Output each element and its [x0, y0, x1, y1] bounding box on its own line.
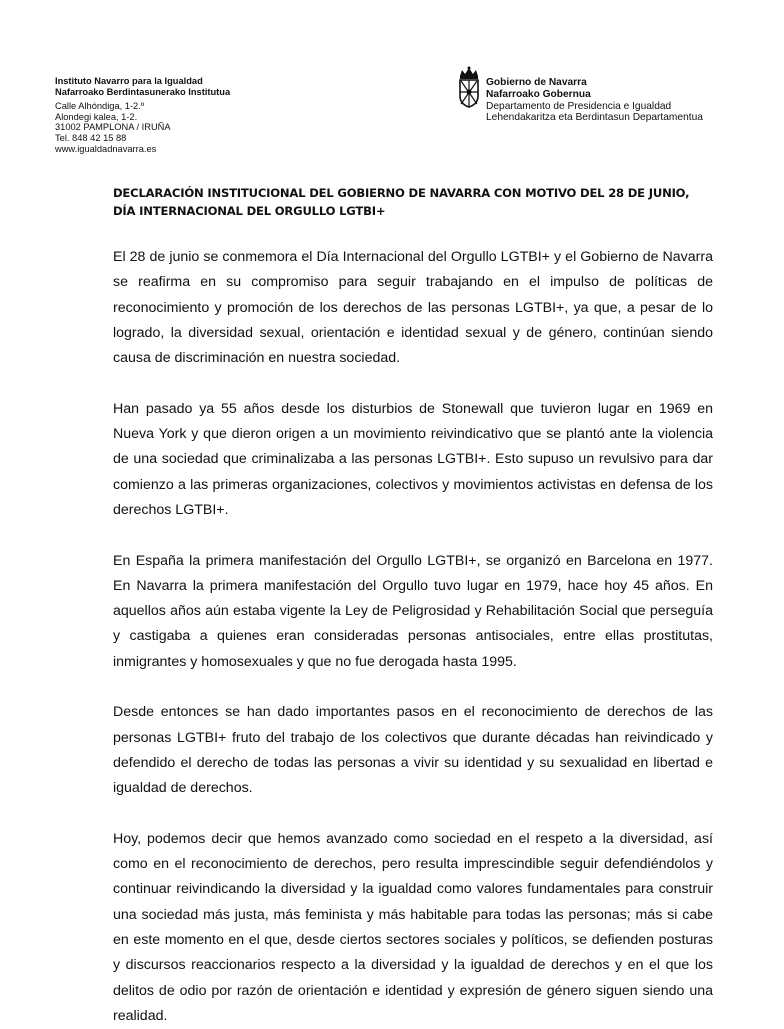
phone: Tel. 848 42 15 88 — [55, 132, 127, 143]
title-line-1: DECLARACIÓN INSTITUCIONAL DEL GOBIERNO DE NAVARRA CON MOTIVO DEL 28 DE JUNIO, — [113, 186, 690, 200]
navarra-coat-of-arms-icon — [456, 66, 482, 108]
address-eu: Alondegi kalea, 1-2. — [55, 111, 138, 122]
document-body — [113, 245, 713, 1029]
address-es: Calle Alhóndiga, 1-2.º — [55, 101, 145, 112]
institute-name-eu: Nafarroako Berdintasunerako Institutua — [55, 86, 231, 97]
paragraph-5: Hoy, podemos decir que hemos avanzado como sociedad en el respeto a la diversidad, así como en el reconocimiento de derechos, pero resulta imprescindible seguir defendiéndolos y continuar reivindicando la diversidad y la igualdad como valores fundamentales para construir una sociedad más justa, más feminista y más habitable para todas las personas; más si cabe en este momento en el que, desde ciertos sectores sociales y políticos, se defienden posturas y discursos reaccionarios respecto a la diversidad y la igualdad de derechos y en el que los delitos de odio por razón de orientación e identidad y expresión de género siguen siendo una realidad. — [113, 830, 713, 1024]
institute-info-block — [55, 76, 230, 154]
gov-name-eu: Nafarroako Gobernua — [486, 88, 591, 100]
paragraph-1: El 28 de junio se conmemora el Día Internacional del Orgullo LGTBI+ y el Gobierno de Navarra se reafirma en su compromiso para seguir trabajando en el impulso de políticas de reconocimiento y promoción de los derechos de las personas LGTBI+, ya que, a pesar de lo logrado, la diversidad sexual, orientación e identidad sexual y de género, continúan siendo causa de discriminación en nuestra sociedad. — [113, 249, 713, 367]
department-eu: Lehendakaritza eta Berdintasun Departamentua — [486, 112, 703, 124]
paragraph-2: Han pasado ya 55 años desde los disturbios de Stonewall que tuvieron lugar en 1969 en Nueva York y que dieron origen a un movimiento reivindicativo que se plantó ante la violencia de una sociedad que criminalizaba a las personas LGTBI+. Esto supuso un revulsivo para dar comienzo a las primeras organizaciones, colectivos y movimientos activistas en defensa de los derechos LGTBI+. — [113, 400, 713, 518]
title-line-2: DÍA INTERNACIONAL DEL ORGULLO LGTBI+ — [113, 204, 386, 218]
department-es: Departamento de Presidencia e Igualdad — [486, 100, 672, 112]
gov-name-es: Gobierno de Navarra — [486, 77, 587, 88]
government-text — [486, 77, 703, 124]
government-logo-block — [456, 66, 756, 126]
paragraph-4: Desde entonces se han dado importantes pasos en el reconocimiento de derechos de las personas LGTBI+ fruto del trabajo de los colectivos que durante décadas han reivindicado y defendido el derecho de todas las personas a vivir su identidad y su sexualidad en libertad e igualdad de derechos. — [113, 704, 713, 797]
paragraph-3: En España la primera manifestación del Orgullo LGTBI+, se organizó en Barcelona en 1977. En Navarra la primera manifestación del Orgullo tuvo lugar en 1979, hace hoy 45 años. En aquellos años aún estaba vigente la Ley de Peligrosidad y Rehabilitación Social que perseguía y castigaba a quienes eran consideradas personas antisociales, entre ellas prostitutas, inmigrantes y homosexuales y que no fue derogada hasta 1995. — [113, 552, 713, 670]
institute-name-es: Instituto Navarro para la Igualdad — [55, 76, 203, 86]
website-link[interactable]: www.igualdadnavarra.es — [55, 143, 157, 154]
document-title — [113, 184, 713, 220]
postal-city: 31002 PAMPLONA / IRUÑA — [55, 122, 171, 133]
